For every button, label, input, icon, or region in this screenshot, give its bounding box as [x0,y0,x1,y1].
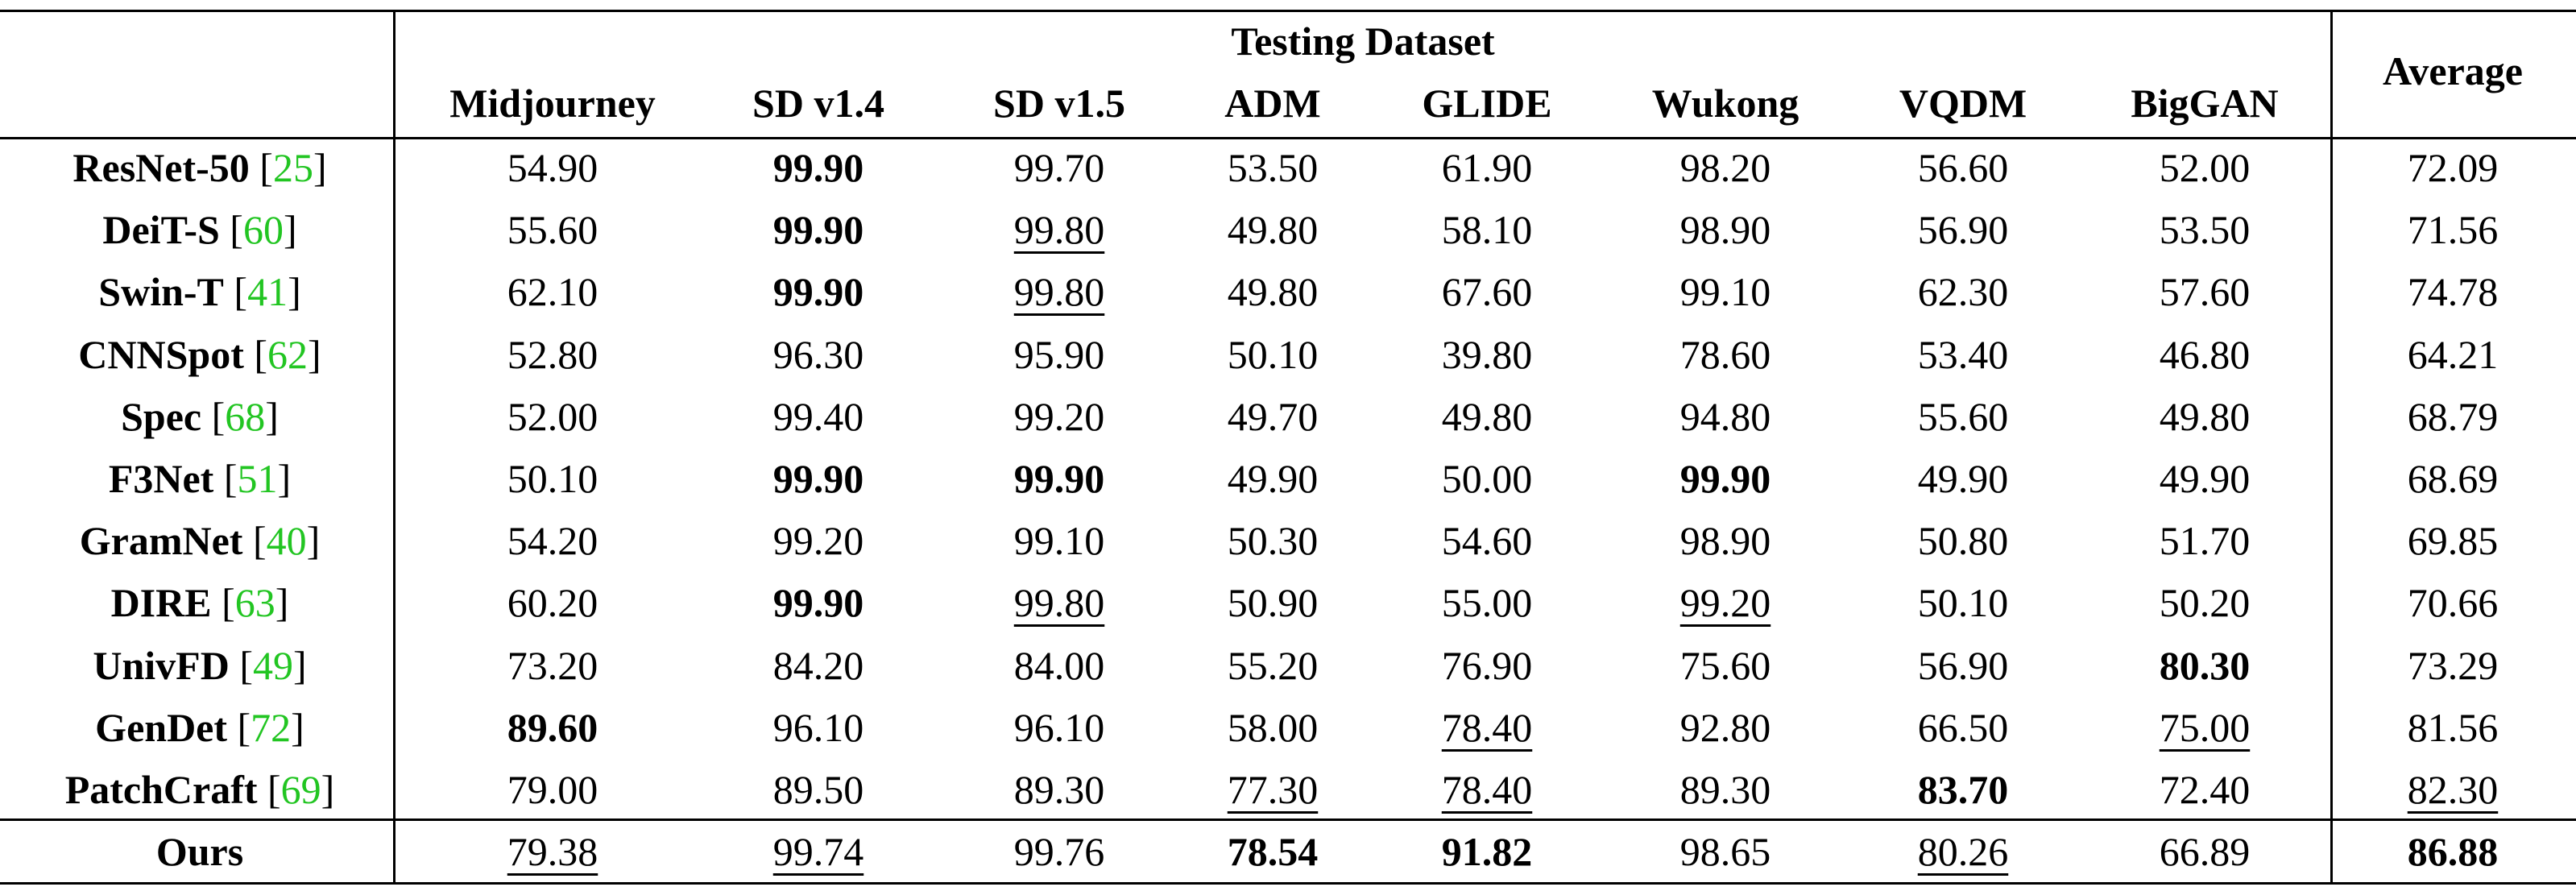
method-name: Ours [155,829,244,874]
method-cell [121,393,279,439]
value-cell: 99.76 [1013,829,1105,874]
value-cell: 78.40 [1441,767,1533,812]
value-cell: 89.30 [1679,767,1771,812]
citation-ref[interactable]: 68 [225,393,266,439]
rule-top [0,10,2576,12]
average-cell: 70.66 [2407,580,2499,626]
citation-ref[interactable]: 60 [242,207,284,253]
value-cell: 55.00 [1441,580,1533,626]
value-cell: 75.00 [2159,704,2251,750]
value-cell: 57.60 [2159,269,2251,315]
method-cell [78,331,321,377]
value-cell: 60.20 [507,580,598,626]
value-cell: 39.80 [1441,331,1533,377]
value-cell: 94.80 [1679,393,1771,439]
average-cell: 86.88 [2407,829,2499,874]
value-cell: 76.90 [1441,642,1533,688]
citation: [69] [257,767,335,812]
dataset-header-glide: GLIDE [1422,81,1552,126]
value-cell: 99.90 [772,456,864,501]
dataset-header-adm: ADM [1224,81,1321,126]
rule-ours-top [0,818,2576,821]
method-name: CNNSpot [78,331,244,377]
value-cell: 79.38 [507,829,598,874]
citation: [72] [227,704,304,750]
value-cell: 89.50 [772,767,864,812]
method-name: PatchCraft [64,767,258,812]
method-cell [72,147,326,188]
testing-dataset-header: Testing Dataset [1231,19,1495,64]
value-cell: 54.90 [507,145,598,190]
dataset-header-midjourney: Midjourney [449,81,656,126]
value-cell: 50.10 [1917,580,2009,626]
rule-average-col [2330,10,2333,885]
average-header: Average [2383,48,2523,93]
value-cell: 55.60 [507,207,598,253]
citation-ref[interactable]: 25 [272,145,313,190]
value-cell: 49.90 [1917,456,2009,501]
value-cell: 99.80 [1013,269,1105,315]
value-cell: 80.30 [2159,642,2251,688]
rule-header-bottom [0,137,2576,139]
value-cell: 50.10 [507,456,598,501]
value-cell: 58.00 [1227,704,1319,750]
value-cell: 54.20 [507,518,598,564]
value-cell: 50.90 [1227,580,1319,626]
value-cell: 49.90 [1227,456,1319,501]
average-cell: 72.09 [2407,145,2499,190]
method-name: GenDet [95,704,228,750]
value-cell: 99.90 [772,145,864,190]
value-cell: 56.90 [1917,207,2009,253]
citation: [63] [211,580,289,626]
average-cell: 81.56 [2407,704,2499,750]
value-cell: 99.80 [1013,207,1105,253]
citation-ref[interactable]: 51 [237,456,278,501]
value-cell: 99.20 [1679,580,1771,626]
dataset-header-sd-v1-5: SD v1.5 [993,81,1125,126]
value-cell: 58.10 [1441,207,1533,253]
value-cell: 52.00 [2159,145,2251,190]
method-cell [109,458,291,499]
value-cell: 96.10 [1013,704,1105,750]
method-name: Swin-T [98,269,224,315]
value-cell: 46.80 [2159,331,2251,377]
value-cell: 99.40 [772,393,864,439]
method-name: DIRE [110,580,212,626]
value-cell: 52.00 [507,393,598,439]
value-cell: 49.80 [2159,393,2251,439]
value-cell: 62.30 [1917,269,2009,315]
dataset-header-biggan: BigGAN [2131,81,2279,126]
average-cell: 74.78 [2407,269,2499,315]
citation: [49] [229,642,307,688]
average-cell: 82.30 [2407,767,2499,812]
citation: [60] [219,207,297,253]
value-cell: 50.00 [1441,456,1533,501]
value-cell: 78.54 [1227,829,1319,874]
average-cell: 73.29 [2407,642,2499,688]
citation-ref[interactable]: 40 [266,518,307,564]
method-cell [65,769,335,810]
value-cell: 99.10 [1679,269,1771,315]
value-cell: 66.89 [2159,829,2251,874]
value-cell: 96.10 [772,704,864,750]
value-cell: 49.80 [1227,269,1319,315]
value-cell: 99.90 [1679,456,1771,501]
value-cell: 66.50 [1917,704,2009,750]
method-name: UnivFD [93,642,230,688]
value-cell: 77.30 [1227,767,1319,812]
value-cell: 49.80 [1441,393,1533,439]
value-cell: 98.20 [1679,145,1771,190]
value-cell: 55.20 [1227,642,1319,688]
dataset-header-wukong: Wukong [1651,81,1799,126]
value-cell: 99.20 [772,518,864,564]
citation-ref[interactable]: 72 [251,704,292,750]
value-cell: 50.80 [1917,518,2009,564]
method-cell [93,642,307,688]
average-cell: 68.79 [2407,393,2499,439]
value-cell: 72.40 [2159,767,2251,812]
citation: [25] [249,145,327,190]
value-cell: 99.90 [772,580,864,626]
citation-ref[interactable]: 62 [267,331,309,377]
value-cell: 84.00 [1013,642,1105,688]
dataset-header-sd-v1-4: SD v1.4 [752,81,884,126]
value-cell: 53.50 [2159,207,2251,253]
value-cell: 80.26 [1917,829,2009,874]
citation-ref[interactable]: 49 [252,642,293,688]
value-cell: 54.60 [1441,518,1533,564]
value-cell: 89.30 [1013,767,1105,812]
value-cell: 99.20 [1013,393,1105,439]
value-cell: 49.80 [1227,207,1319,253]
method-cell [156,831,243,872]
value-cell: 50.10 [1227,331,1319,377]
value-cell: 99.90 [772,207,864,253]
method-cell [95,704,304,750]
rule-method-col [393,10,396,885]
citation-ref[interactable]: 63 [234,580,275,626]
value-cell: 62.10 [507,269,598,315]
value-cell: 89.60 [507,704,598,750]
value-cell: 78.40 [1441,704,1533,750]
value-cell: 96.30 [772,331,864,377]
value-cell: 79.00 [507,767,598,812]
value-cell: 99.74 [772,829,864,874]
citation: [62] [243,331,321,377]
value-cell: 78.60 [1679,331,1771,377]
value-cell: 98.65 [1679,829,1771,874]
method-name: DeiT-S [102,207,220,253]
method-cell [98,269,301,315]
rule-bottom [0,882,2576,885]
value-cell: 50.30 [1227,518,1319,564]
value-cell: 52.80 [507,331,598,377]
value-cell: 53.50 [1227,145,1319,190]
value-cell: 99.80 [1013,580,1105,626]
value-cell: 67.60 [1441,269,1533,315]
value-cell: 56.60 [1917,145,2009,190]
value-cell: 83.70 [1917,767,2009,812]
value-cell: 51.70 [2159,518,2251,564]
citation: [40] [242,518,321,564]
value-cell: 53.40 [1917,331,2009,377]
citation-ref[interactable]: 69 [280,767,321,812]
value-cell: 49.70 [1227,393,1319,439]
value-cell: 56.90 [1917,642,2009,688]
value-cell: 95.90 [1013,331,1105,377]
method-cell [110,580,289,626]
method-cell [79,518,321,564]
value-cell: 98.90 [1679,207,1771,253]
value-cell: 55.60 [1917,393,2009,439]
value-cell: 99.90 [772,269,864,315]
method-cell [102,207,297,253]
citation-ref[interactable]: 41 [247,269,288,315]
dataset-header-vqdm: VQDM [1899,81,2027,126]
average-cell: 64.21 [2407,331,2499,377]
citation: [68] [201,393,279,439]
method-name: F3Net [108,456,214,501]
value-cell: 92.80 [1679,704,1771,750]
value-cell: 49.90 [2159,456,2251,501]
value-cell: 75.60 [1679,642,1771,688]
value-cell: 61.90 [1441,145,1533,190]
value-cell: 84.20 [772,642,864,688]
citation: [51] [213,456,292,501]
method-name: GramNet [79,518,243,564]
value-cell: 99.10 [1013,518,1105,564]
value-cell: 98.90 [1679,518,1771,564]
value-cell: 99.90 [1013,456,1105,501]
value-cell: 73.20 [507,642,598,688]
citation: [41] [223,269,301,315]
value-cell: 99.70 [1013,145,1105,190]
method-name: ResNet-50 [72,145,250,190]
average-cell: 68.69 [2407,456,2499,501]
method-name: Spec [121,393,202,439]
average-cell: 69.85 [2407,518,2499,564]
average-cell: 71.56 [2407,207,2499,253]
value-cell: 50.20 [2159,580,2251,626]
value-cell: 91.82 [1441,829,1533,874]
